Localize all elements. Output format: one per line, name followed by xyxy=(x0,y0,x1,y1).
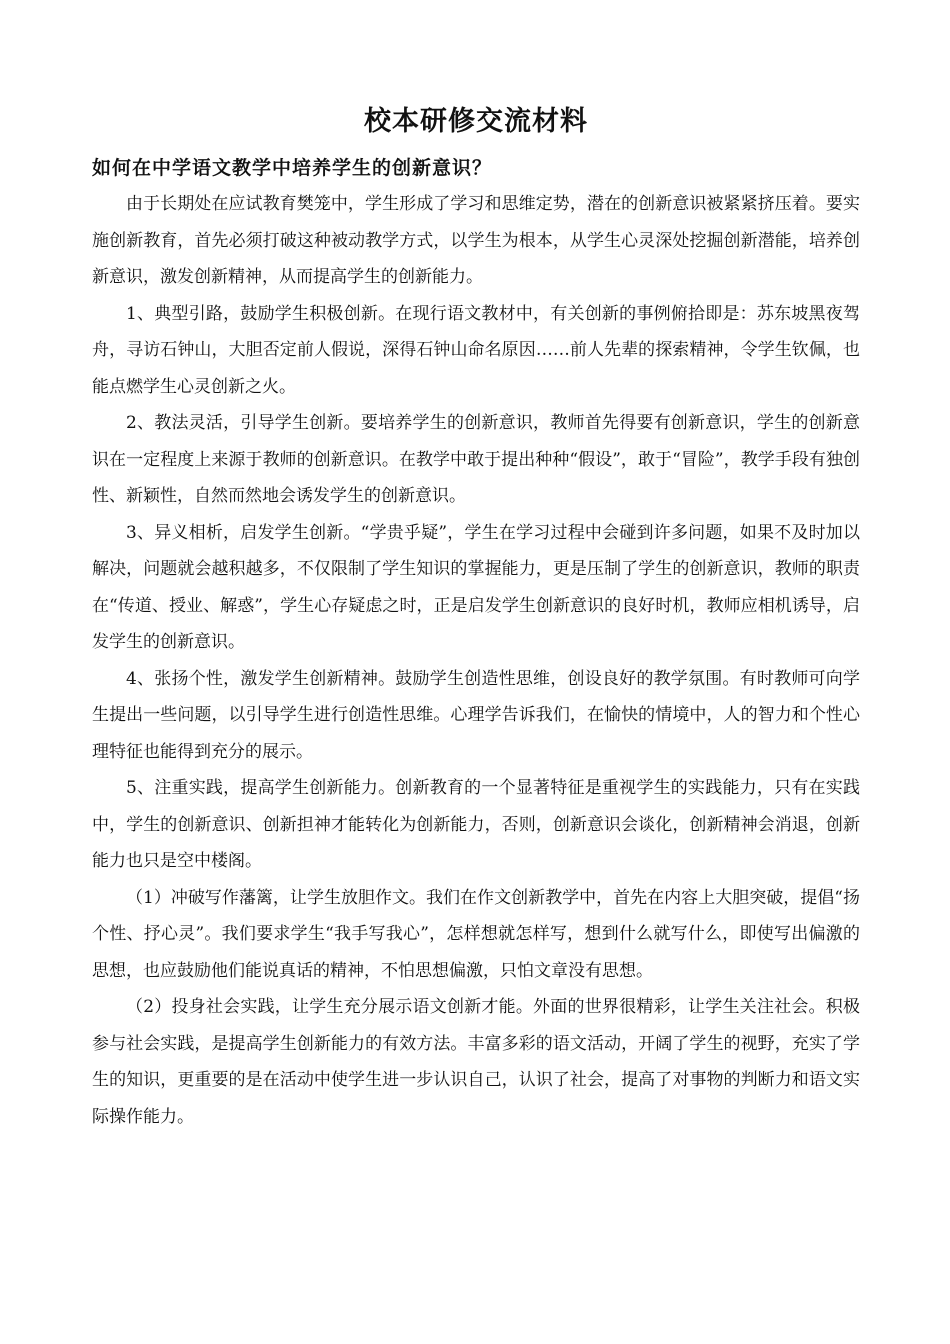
paragraph-point-1: 1、典型引路，鼓励学生积极创新。在现行语文教材中，有关创新的事例俯拾即是：苏东坡黑夜驾舟，寻访石钟山，大胆否定前人假说，深得石钟山命名原因……前人先辈的探索精神，令学生钦佩，也能点燃学生心灵创新之火。 xyxy=(92,303,860,397)
document-page xyxy=(92,102,860,1135)
paragraph-point-2: 2、教法灵活，引导学生创新。要培养学生的创新意识，教师首先得要有创新意识，学生的创新意识在一定程度上来源于教师的创新意识。在教学中敢于提出种种“假设”，敢于“冒险”，教学手段有独创性、新颖性，自然而然地会诱发学生的创新意识。 xyxy=(92,413,860,506)
paragraph-subpoint-1: （1）冲破写作藩篱，让学生放胆作文。我们在作文创新教学中，首先在内容上大胆突破，提倡“扬个性、抒心灵”。我们要求学生“我手写我心”，怎样想就怎样写，想到什么就写什么，即使写出偏激的思想，也应鼓励他们能说真话的精神，不怕思想偏激，只怕文章没有思想。 xyxy=(92,887,860,981)
paragraph-point-4: 4、张扬个性，激发学生创新精神。鼓励学生创造性思维，创设良好的教学氛围。有时教师可向学生提出一些问题，以引导学生进行创造性思维。心理学告诉我们，在愉快的情境中，人的智力和个性心理特征也能得到充分的展示。 xyxy=(92,668,860,762)
document-title: 校本研修交流材料 xyxy=(364,106,588,137)
paragraph-subpoint-2: （2）投身社会实践，让学生充分展示语文创新才能。外面的世界很精彩，让学生关注社会。积极参与社会实践，是提高学生创新能力的有效方法。丰富多彩的语文活动，开阔了学生的视野，充实了学生的知识，更重要的是在活动中使学生进一步认识自己，认识了社会，提高了对事物的判断力和语文实际操作能力。 xyxy=(92,997,860,1127)
paragraph-intro: 由于长期处在应试教育樊笼中，学生形成了学习和思维定势，潜在的创新意识被紧紧挤压着。要实施创新教育，首先必须打破这种被动教学方式，以学生为根本，从学生心灵深处挖掘创新潜能，培养创新意识，激发创新精神，从而提高学生的创新能力。 xyxy=(92,194,860,287)
document-subtitle: 如何在中学语文教学中培养学生的创新意识？ xyxy=(92,157,493,179)
paragraph-point-3: 3、异义相析，启发学生创新。“学贵乎疑”，学生在学习过程中会碰到许多问题，如果不及时加以解决，问题就会越积越多，不仅限制了学生知识的掌握能力，更是压制了学生的创新意识，教师的职责在“传道、授业、解惑”，学生心存疑虑之时，正是启发学生创新意识的良好时机，教师应相机诱导，启发学生的创新意识。 xyxy=(92,522,860,652)
paragraph-point-5: 5、注重实践，提高学生创新能力。创新教育的一个显著特征是重视学生的实践能力，只有在实践中，学生的创新意识、创新担神才能转化为创新能力，否则，创新意识会谈化，创新精神会消退，创新能力也只是空中楼阁。 xyxy=(92,778,860,871)
